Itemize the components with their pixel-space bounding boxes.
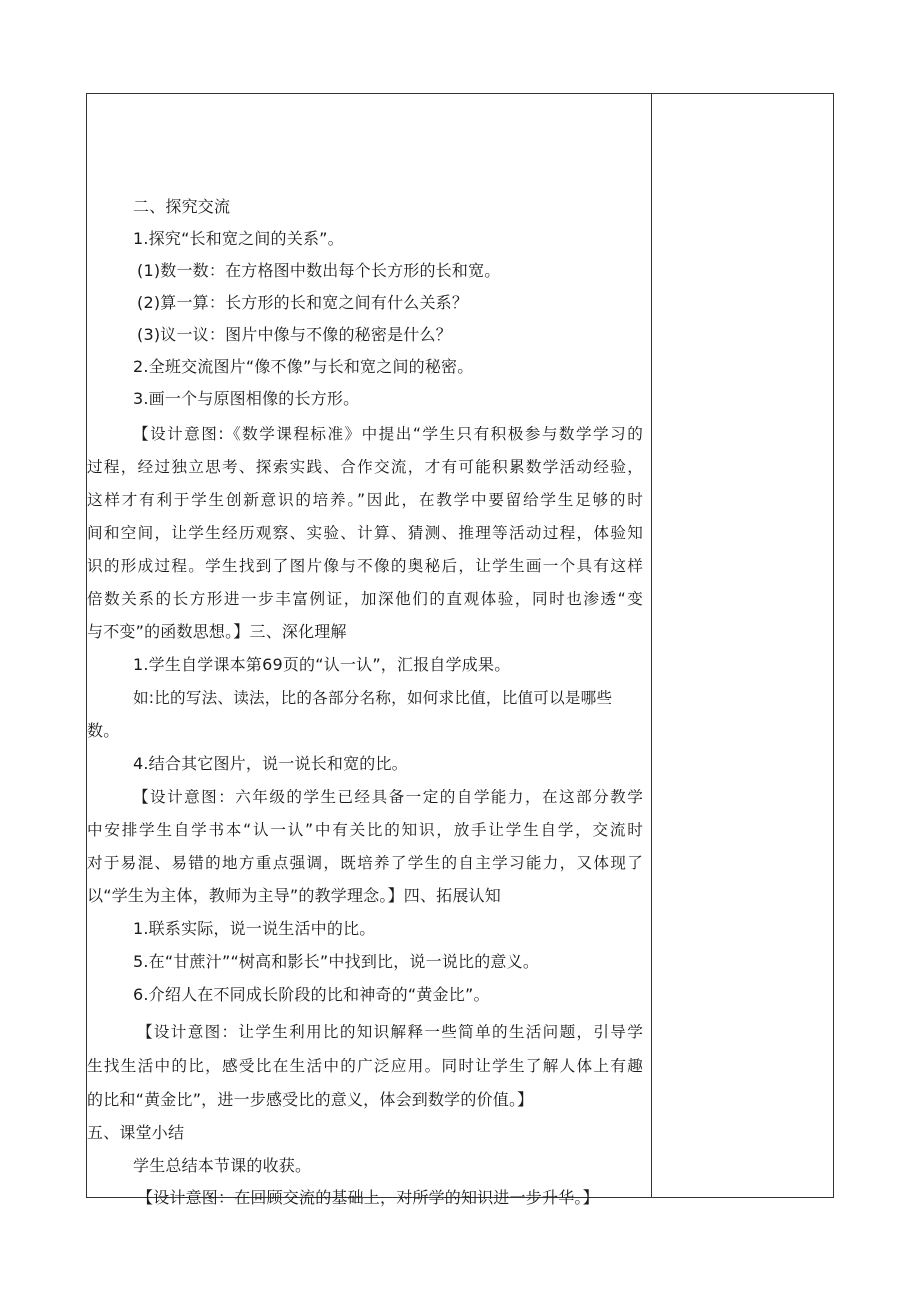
notes-cell: [653, 94, 833, 1197]
section-heading-deepen: 与不变”的函数思想。】三、深化理解: [87, 622, 347, 641]
text-line: 学生总结本节课的收获。: [133, 1156, 312, 1175]
text-line: 2.全班交流图片“像不像”与长和宽之间的秘密。: [133, 357, 474, 376]
text-line: (3)议一议：图片中像与不像的秘密是什么？: [137, 325, 452, 344]
section-heading-summary: 五、课堂小结: [87, 1123, 185, 1142]
design-intent-line: 倍数关系的长方形进一步丰富例证，加深他们的直观体验，同时也渗透“变: [87, 590, 643, 608]
design-intent-line: 对于易混、易错的地方重点强调，既培养了学生的自主学习能力，又体现了: [87, 854, 643, 872]
design-intent-line: 这样才有利于学生创新意识的培养。”因此，在教学中要留给学生足够的时: [87, 491, 643, 509]
design-intent-line: 的比和“黄金比”，进一步感受比的意义，体会到数学的价值。】: [87, 1090, 534, 1109]
design-intent-line: 【设计意图：让学生利用比的知识解释一些简单的生活问题，引导学: [137, 1023, 643, 1041]
text-line: (1)数一数：在方格图中数出每个长方形的长和宽。: [137, 261, 501, 280]
text-line: 1.学生自学课本第69页的“认一认”，汇报自学成果。: [133, 655, 511, 674]
text-line: 1.联系实际，说一说生活中的比。: [133, 919, 376, 938]
lesson-content-cell: [87, 94, 651, 1207]
design-intent-line: 识的形成过程。学生找到了图片像与不像的奥秘后，让学生画一个具有这样: [87, 557, 643, 575]
text-line: 6.介绍人在不同成长阶段的比和神奇的“黄金比”。: [133, 985, 490, 1004]
column-divider: [651, 94, 652, 1197]
section-heading-extend: 以“学生为主体，教师为主导”的教学理念。】四、拓展认知: [87, 886, 501, 905]
text-line: 5.在“甘蔗汁”“树高和影长”中找到比，说一说比的意义。: [133, 952, 540, 971]
design-intent-line: 间和空间，让学生经历观察、实验、计算、猜测、推理等活动过程，体验知: [87, 524, 643, 542]
section-heading-explore: 二、探究交流: [133, 197, 231, 216]
design-intent-line: 【设计意图：在回顾交流的基础上，对所学的知识进一步升华。】: [137, 1188, 599, 1207]
design-intent-line: 中安排学生自学书本“认一认”中有关比的知识，放手让学生自学，交流时: [87, 821, 643, 839]
text-line: 如:比的写法、读法，比的各部分名称，如何求比值，比值可以是哪些: [133, 689, 613, 707]
text-line: 4.结合其它图片，说一说长和宽的比。: [133, 754, 408, 773]
design-intent-line: 【设计意图：六年级的学生已经具备一定的自学能力，在这部分教学: [133, 788, 643, 806]
text-line: 3.画一个与原图相像的长方形。: [133, 389, 360, 408]
lesson-table: [86, 93, 834, 1207]
design-intent-line: 生找生活中的比，感受比在生活中的广泛应用。同时让学生了解人体上有趣: [87, 1057, 643, 1075]
text-line: 数。: [87, 721, 120, 740]
text-line: (2)算一算：长方形的长和宽之间有什么关系？: [137, 293, 469, 312]
design-intent-line: 【设计意图:《数学课程标准》中提出“学生只有积极参与数学学习的: [133, 425, 643, 443]
text-line: 1.探究“长和宽之间的关系”。: [133, 229, 344, 248]
design-intent-line: 过程，经过独立思考、探索实践、合作交流，才有可能积累数学活动经验，: [87, 458, 643, 476]
